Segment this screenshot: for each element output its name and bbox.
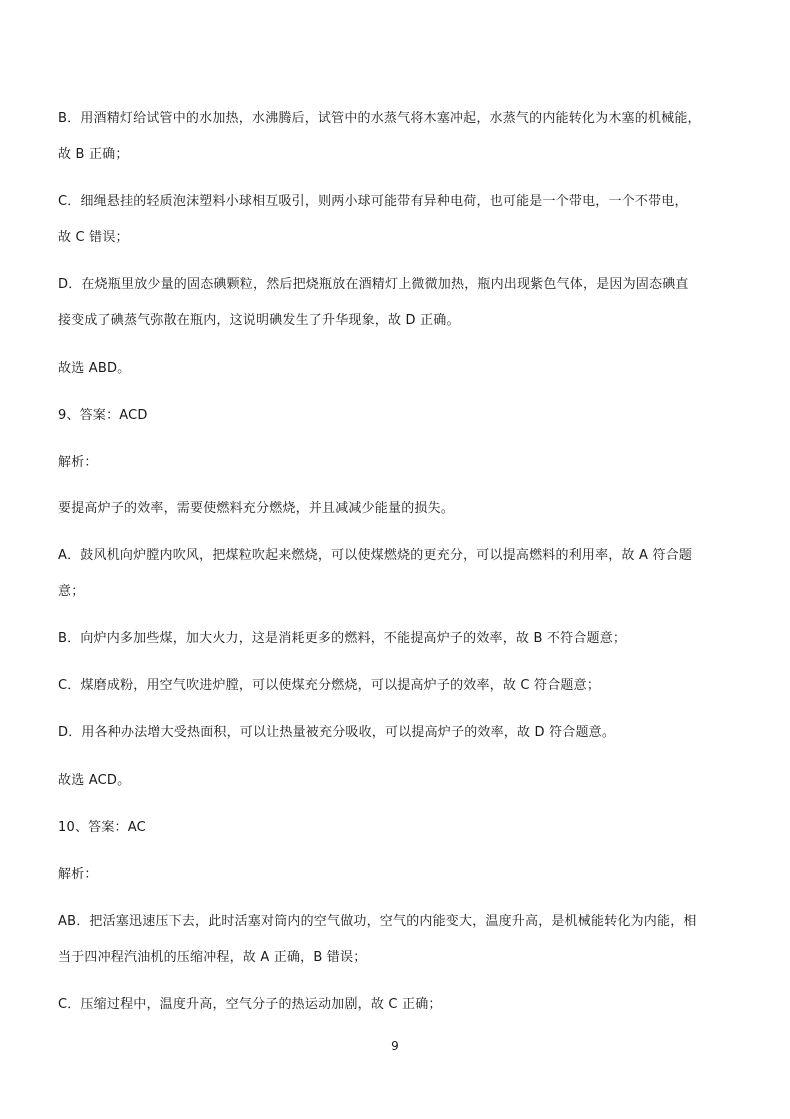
text-line: A．鼓风机向炉膛内吹风，把煤粒吹起来燃烧，可以使煤燃烧的更充分，可以提高燃料的利用率，故 A 符合题 [58, 548, 693, 563]
analysis-label: 解析： [58, 455, 98, 470]
text-line: 故 C 错误； [58, 230, 129, 245]
text-line: 故选 ACD。 [58, 773, 131, 788]
answer-heading-9: 9、答案：ACD [58, 408, 148, 423]
text-line: D．用各种办法增大受热面积，可以让热量被充分吸收，可以提高炉子的效率，故 D 符合题意。 [58, 725, 616, 740]
text-line: D．在烧瓶里放少量的固态碘颗粒，然后把烧瓶放在酒精灯上微微加热，瓶内出现紫色气体，是因为固态碘直 [58, 277, 689, 292]
text-line: B．用酒精灯给试管中的水加热，水沸腾后，试管中的水蒸气将木塞冲起，水蒸气的内能转化为木塞的机械能， [58, 111, 701, 126]
text-line: C．细绳悬挂的轻质泡沫塑料小球相互吸引，则两小球可能带有异种电荷，也可能是一个带电，一个不带电， [58, 194, 688, 209]
text-line: C．煤磨成粉，用空气吹进炉膛，可以使煤充分燃烧，可以提高炉子的效率，故 C 符合题意； [58, 678, 601, 693]
text-line: 故 B 正确； [58, 147, 129, 162]
text-line: 当于四冲程汽油机的压缩冲程，故 A 正确，B 错误； [58, 950, 367, 965]
text-line: 意； [58, 584, 85, 599]
page-number: 9 [391, 1039, 399, 1053]
answer-heading-10: 10、答案：AC [58, 820, 146, 835]
text-line: C．压缩过程中，温度升高，空气分子的热运动加剧，故 C 正确； [58, 997, 442, 1012]
analysis-label: 解析： [58, 867, 98, 882]
text-line: B．向炉内多加些煤，加大火力，这是消耗更多的燃料，不能提高炉子的效率，故 B 不符合题意； [58, 631, 627, 646]
text-line: 故选 ABD。 [58, 361, 131, 376]
text-line: 接变成了碘蒸气弥散在瓶内，这说明碘发生了升华现象，故 D 正确。 [58, 313, 460, 328]
text-line: 要提高炉子的效率，需要使燃料充分燃烧，并且减减少能量的损失。 [58, 501, 455, 516]
text-line: AB．把活塞迅速压下去，此时活塞对筒内的空气做功，空气的内能变大，温度升高，是机械能转化为内能，相 [58, 914, 697, 929]
